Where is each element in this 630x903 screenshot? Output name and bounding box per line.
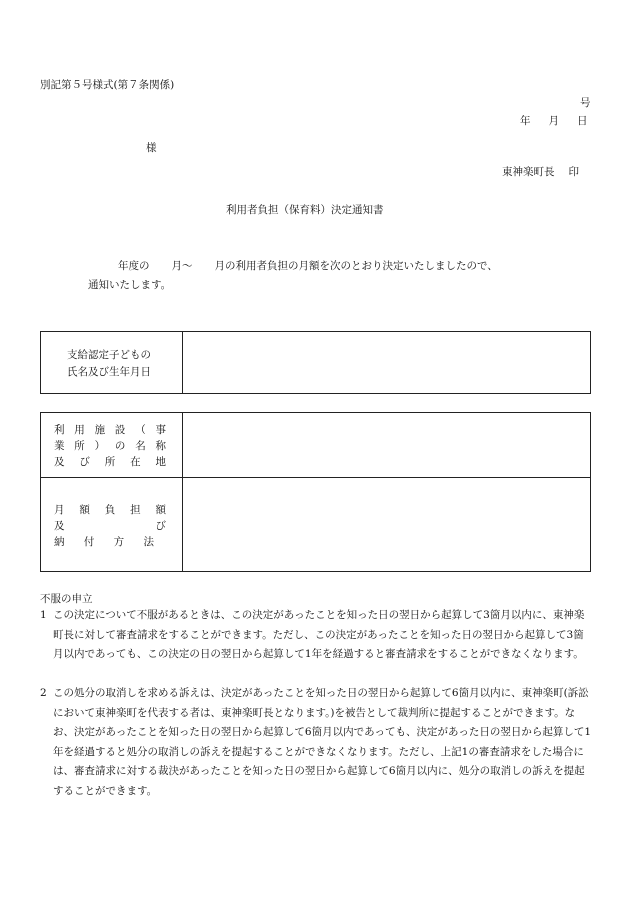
facility-value-cell[interactable] bbox=[183, 413, 590, 477]
appeal-item-1 bbox=[40, 606, 592, 665]
child-info-value-cell[interactable] bbox=[183, 332, 590, 393]
intro-year: 年度の bbox=[118, 260, 150, 272]
intro-month-from: 月～ bbox=[171, 260, 193, 272]
payment-label-2: 及 び bbox=[54, 520, 166, 532]
form-number: 別記第５号様式(第７条関係) bbox=[40, 79, 175, 91]
intro-line-1 bbox=[118, 261, 498, 272]
payment-value-cell[interactable] bbox=[183, 478, 590, 571]
issue-date bbox=[520, 116, 588, 127]
document-number-label: 号 bbox=[580, 97, 591, 109]
facility-payment-table bbox=[40, 412, 591, 572]
appeal-item-1-text: この決定について不服があるときは、この決定があったことを知った日の翌日から起算して3箇月以内に、東神楽町長に対して審査請求をすることができます。ただし、この決定があったことを知った日の翌日から起算して3箇月以内であっても、この決定の日の翌日から起算して1年を経過すると審査請求をすることができなくなります。 bbox=[53, 609, 585, 660]
appeal-item-1-number: 1 bbox=[40, 609, 47, 621]
facility-label-3: 及 び 所 在 地 bbox=[54, 456, 166, 468]
date-month-label: 月 bbox=[548, 115, 559, 127]
child-info-table bbox=[40, 331, 591, 394]
intro-line-2: 通知いたします。 bbox=[88, 279, 172, 291]
facility-label-2: 業 所 ） の 名 称 bbox=[54, 440, 166, 452]
facility-label-1: 利 用 施 設 （ 事 bbox=[54, 424, 166, 436]
child-info-label-1: 支給認定子どもの bbox=[67, 349, 151, 361]
appeal-item-2 bbox=[40, 684, 592, 801]
seal-mark: 印 bbox=[568, 166, 579, 178]
appeal-heading: 不服の申立 bbox=[40, 593, 93, 605]
child-info-label-2: 氏名及び生年月日 bbox=[67, 366, 151, 378]
appeal-item-2-number: 2 bbox=[40, 687, 47, 699]
payment-label-1: 月 額 負 担 額 bbox=[54, 504, 166, 516]
addressee-suffix: 様 bbox=[146, 142, 157, 154]
date-day-label: 日 bbox=[577, 115, 588, 127]
issuer-name: 東神楽町長 bbox=[502, 166, 555, 178]
document-title: 利用者負担（保育料）決定通知書 bbox=[226, 204, 384, 216]
appeal-item-2-text: この処分の取消しを求める訴えは、決定があったことを知った日の翌日から起算して6箇月以内に、東神楽町(訴訟において東神楽町を代表する者は、東神楽町長となります。)を被告として裁判所に提起することができます。なお、決定があったことを知った日の翌日から起算して6箇月以内であっても、決定があった日の翌日から起算して1年を経過すると処分の取消しの訴えを提起することができなくなります。ただし、上記1の審査請求をした場合には、審査請求に対する裁決があったことを知った日の翌日から起算して6箇月以内に、処分の取消しの訴えを提起することができます。 bbox=[53, 687, 592, 797]
intro-rest: 月の利用者負担の月額を次のとおり決定いたしましたので、 bbox=[214, 260, 498, 272]
payment-label-3: 納 付 方 法 bbox=[54, 536, 154, 548]
issuer-signature bbox=[502, 167, 579, 178]
date-year-label: 年 bbox=[520, 115, 531, 127]
